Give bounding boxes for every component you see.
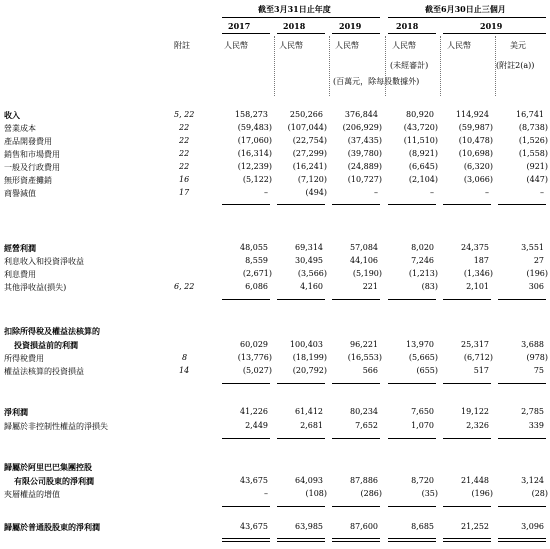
- year-underline-5: [443, 33, 546, 34]
- row-value-3: 566: [362, 366, 378, 375]
- row-value-3: –: [374, 188, 378, 197]
- year-underline-1: [222, 33, 270, 34]
- row-value-6: –: [540, 188, 544, 197]
- row-value-1: (5,122): [242, 175, 272, 184]
- row-value-5: 25,317: [461, 340, 489, 349]
- unaudited-note: (未經審計): [390, 61, 429, 70]
- row-value-6: (196): [526, 269, 548, 278]
- row-label: 經營利潤: [4, 243, 36, 253]
- currency-header-5: 人民幣: [447, 41, 471, 50]
- row-label-attributable-line1: 歸屬於阿里巴巴集團控股: [4, 462, 92, 472]
- row-value-2: (107,044): [287, 123, 327, 132]
- row-value-5: (10,478): [458, 136, 493, 145]
- row-value-1: 60,029: [240, 340, 268, 349]
- row-value-4: 7,650: [411, 407, 434, 416]
- row-label: 歸屬於非控制性權益的淨損失: [4, 422, 108, 431]
- header-separator-2: [329, 36, 330, 96]
- row-note: 14: [179, 366, 190, 375]
- row-value-2: (20,792): [292, 366, 327, 375]
- row-value-1: (16,314): [237, 149, 272, 158]
- row-value-5: (3,066): [463, 175, 493, 184]
- row-value-3: (16,553): [347, 353, 382, 362]
- year-header-5: 2019: [480, 21, 503, 31]
- row-value-2: 63,985: [295, 522, 323, 531]
- row-value-1: 158,273: [234, 110, 268, 119]
- row-value-5: (59,987): [458, 123, 493, 132]
- year-header-2: 2018: [283, 21, 306, 31]
- row-value-3: (39,780): [347, 149, 382, 158]
- row-value-1: –: [264, 188, 268, 197]
- row-value-2: (27,299): [292, 149, 327, 158]
- row-value-4: (6,645): [408, 162, 438, 171]
- row-value-4: 80,920: [406, 110, 434, 119]
- row-value-1: 43,675: [240, 522, 268, 531]
- row-value-2: 61,412: [295, 407, 323, 416]
- row-value-6: 75: [533, 366, 544, 375]
- row-value-1: 48,055: [240, 243, 268, 252]
- row-label: 權益法核算的投資損益: [4, 367, 84, 376]
- row-value-3: (37,435): [347, 136, 382, 145]
- row-value-1: 8,559: [245, 256, 268, 265]
- note-column-header: 附註: [174, 41, 190, 50]
- row-value-5: 24,375: [461, 243, 489, 252]
- row-value-2: 30,495: [295, 256, 323, 265]
- currency-header-3: 人民幣: [335, 41, 359, 50]
- row-value-5: (1,346): [463, 269, 493, 278]
- group-underline-fiscal-year: [222, 17, 380, 18]
- currency-header-6: 美元: [510, 41, 526, 50]
- row-value-4: (11,510): [403, 136, 438, 145]
- row-value-4: (2,104): [408, 175, 438, 184]
- row-value-3: 87,886: [350, 476, 378, 485]
- row-value-4: (655): [416, 366, 438, 375]
- row-value-5: 517: [473, 366, 489, 375]
- row-value-1: 2,449: [245, 421, 268, 430]
- group-title-fiscal-year: 截至3月31日止年度: [258, 4, 331, 14]
- row-value-6: (1,526): [518, 136, 548, 145]
- row-value-6: 3,551: [521, 243, 544, 252]
- units-note: (百萬元，除每股數據外): [333, 77, 420, 86]
- row-value-6: 27: [533, 256, 544, 265]
- row-value-4: 1,070: [411, 421, 434, 430]
- row-label: 利息收入和投資淨收益: [4, 257, 84, 266]
- row-label: 一般及行政費用: [4, 163, 60, 172]
- row-value-2: (494): [305, 188, 327, 197]
- row-value-1: 41,226: [240, 407, 268, 416]
- currency-header-4: 人民幣: [392, 41, 416, 50]
- row-label: 投資損益前的利潤: [14, 340, 78, 350]
- row-note: 22: [179, 149, 190, 158]
- row-note: 22: [179, 162, 190, 171]
- year-header-3: 2019: [339, 21, 362, 31]
- row-value-1: (5,027): [242, 366, 272, 375]
- row-value-3: 96,221: [350, 340, 378, 349]
- row-value-3: 80,234: [350, 407, 378, 416]
- row-value-1: 6,086: [245, 282, 268, 291]
- row-value-1: (13,776): [237, 353, 272, 362]
- row-note: 22: [179, 123, 190, 132]
- header-separator-1: [274, 36, 275, 96]
- row-value-3: 44,106: [350, 256, 378, 265]
- row-value-3: (286): [360, 489, 382, 498]
- row-label: 無形資產攤銷: [4, 176, 52, 185]
- row-value-4: (35): [421, 489, 438, 498]
- row-value-3: 376,844: [344, 110, 378, 119]
- row-value-5: 21,252: [461, 522, 489, 531]
- row-value-3: (24,889): [347, 162, 382, 171]
- row-note: 6, 22: [174, 282, 195, 291]
- row-value-1: 43,675: [240, 476, 268, 485]
- header-separator-5: [495, 36, 496, 96]
- row-value-5: –: [485, 188, 489, 197]
- row-value-2: (16,241): [292, 162, 327, 171]
- row-label: 淨利潤: [4, 407, 28, 417]
- row-value-6: 339: [528, 421, 544, 430]
- row-value-3: (5,190): [352, 269, 382, 278]
- row-value-2: 4,160: [300, 282, 323, 291]
- row-value-4: 8,685: [411, 522, 434, 531]
- row-value-3: 87,600: [350, 522, 378, 531]
- row-value-6: 2,785: [521, 407, 544, 416]
- row-note: 17: [179, 188, 190, 197]
- row-value-5: (196): [471, 489, 493, 498]
- row-value-6: 3,124: [521, 476, 544, 485]
- row-note: 16: [179, 175, 190, 184]
- row-value-2: 2,681: [300, 421, 323, 430]
- row-value-4: (5,665): [408, 353, 438, 362]
- row-value-4: 7,246: [411, 256, 434, 265]
- row-value-6: (28): [531, 489, 548, 498]
- row-value-6: (978): [526, 353, 548, 362]
- row-label: 收入: [4, 110, 20, 120]
- row-value-3: (10,727): [347, 175, 382, 184]
- row-value-6: (447): [526, 175, 548, 184]
- row-value-5: 114,924: [455, 110, 489, 119]
- row-value-4: (1,213): [408, 269, 438, 278]
- row-value-5: 21,448: [461, 476, 489, 485]
- row-note: 22: [179, 136, 190, 145]
- row-value-6: 3,688: [521, 340, 544, 349]
- group-title-quarter: 截至6月30日止三個月: [425, 4, 506, 14]
- row-value-5: 2,326: [466, 421, 489, 430]
- row-value-3: 57,084: [350, 243, 378, 252]
- row-value-5: 19,122: [461, 407, 489, 416]
- header-separator-3: [385, 36, 386, 96]
- row-value-4: (8,921): [408, 149, 438, 158]
- row-value-5: (6,320): [463, 162, 493, 171]
- group-underline-quarter: [388, 17, 546, 18]
- row-value-2: (7,120): [297, 175, 327, 184]
- row-value-2: 100,403: [289, 340, 323, 349]
- row-value-6: (921): [526, 162, 548, 171]
- row-label: 其他淨收益(損失): [4, 283, 67, 292]
- row-value-1: (12,239): [237, 162, 272, 171]
- year-header-4: 2018: [396, 21, 419, 31]
- row-label: 有限公司股東的淨利潤: [14, 476, 94, 486]
- row-value-6: (8,738): [518, 123, 548, 132]
- row-value-3: 7,652: [355, 421, 378, 430]
- note-2a: (附註2(a)): [496, 61, 535, 70]
- row-value-4: (43,720): [403, 123, 438, 132]
- row-value-5: 187: [473, 256, 489, 265]
- row-value-2: 69,314: [295, 243, 323, 252]
- row-value-4: 13,970: [406, 340, 434, 349]
- row-value-2: (108): [305, 489, 327, 498]
- row-note: 5, 22: [174, 110, 195, 119]
- row-label: 利息費用: [4, 270, 36, 279]
- row-value-5: (6,712): [463, 353, 493, 362]
- row-value-6: 306: [528, 282, 544, 291]
- row-value-4: (83): [421, 282, 438, 291]
- row-value-6: 16,741: [516, 110, 544, 119]
- row-value-4: 8,020: [411, 243, 434, 252]
- row-value-2: 64,093: [295, 476, 323, 485]
- row-value-2: (22,754): [292, 136, 327, 145]
- row-value-5: (10,698): [458, 149, 493, 158]
- row-value-5: 2,101: [466, 282, 489, 291]
- row-value-6: 3,096: [521, 522, 544, 531]
- row-label: 商譽減值: [4, 189, 36, 198]
- row-label: 營業成本: [4, 124, 36, 133]
- row-value-2: (18,199): [292, 353, 327, 362]
- row-label: 所得稅費用: [4, 354, 44, 363]
- currency-header-1: 人民幣: [224, 41, 248, 50]
- currency-header-2: 人民幣: [279, 41, 303, 50]
- row-value-3: (206,929): [342, 123, 382, 132]
- row-label: 產品開發費用: [4, 137, 52, 146]
- row-value-1: –: [264, 489, 268, 498]
- row-value-2: 250,266: [289, 110, 323, 119]
- row-value-4: 8,720: [411, 476, 434, 485]
- year-underline-4: [388, 33, 436, 34]
- row-label: 夾層權益的增值: [4, 490, 60, 499]
- row-value-2: (3,566): [297, 269, 327, 278]
- row-value-4: –: [430, 188, 434, 197]
- year-header-1: 2017: [228, 21, 251, 31]
- row-label: 銷售和市場費用: [4, 150, 60, 159]
- row-value-6: (1,558): [518, 149, 548, 158]
- row-value-1: (17,060): [237, 136, 272, 145]
- year-underline-2: [277, 33, 325, 34]
- row-value-1: (2,671): [242, 269, 272, 278]
- row-value-1: (59,483): [237, 123, 272, 132]
- year-underline-3: [332, 33, 380, 34]
- row-value-3: 221: [362, 282, 378, 291]
- row-note: 8: [182, 353, 188, 362]
- row-label-pretax-line1: 扣除所得稅及權益法核算的: [4, 326, 100, 336]
- row-label: 歸屬於普通股股東的淨利潤: [4, 522, 100, 532]
- header-separator-4: [440, 36, 441, 96]
